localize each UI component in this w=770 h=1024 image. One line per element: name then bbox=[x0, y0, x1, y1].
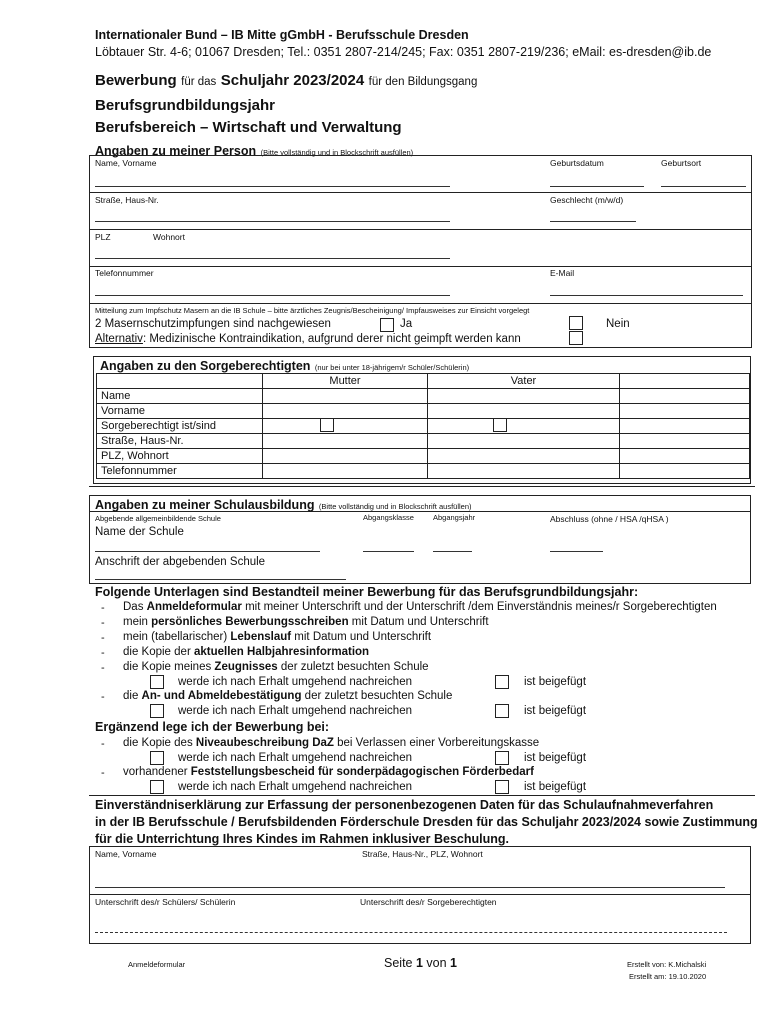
supplement-heading: Ergänzend lege ich der Bewerbung bei: bbox=[95, 720, 330, 734]
document-item: vorhandener Feststellungsbescheid für sonderpädagogischen Förderbedarf bbox=[123, 766, 534, 778]
measles-text: 2 Masernschutzimpfungen sind nachgewiesen bbox=[95, 318, 331, 330]
report-card-attached-checkbox[interactable] bbox=[495, 675, 509, 689]
row-label: Sorgeberechtigt ist/sind bbox=[97, 419, 263, 434]
plz-city-field[interactable] bbox=[95, 258, 450, 259]
contraindication-checkbox[interactable] bbox=[569, 331, 583, 345]
name-label: Name, Vorname bbox=[95, 158, 157, 168]
student-signature-label: Unterschrift des/r Schülers/ Schülerin bbox=[95, 897, 236, 907]
leaving-class-label: Abgangsklasse bbox=[363, 513, 414, 522]
school-label: Abgebende allgemeinbildende Schule bbox=[95, 514, 221, 523]
row-label: Name bbox=[97, 389, 263, 404]
measles-note: Mitteilung zum Impfschutz Masern an die IB Schule – bitte ärztliches Zeugnis/Bescheinigung/ Impfausweises zur Einsicht vorgelegt bbox=[95, 306, 530, 315]
measles-no-label: Nein bbox=[606, 318, 630, 330]
measles-yes-label: Ja bbox=[400, 318, 413, 330]
document-item: die Kopie meines Zeugnisses der zuletzt besuchten Schule bbox=[123, 661, 429, 673]
mother-city[interactable] bbox=[263, 449, 428, 464]
later-label: werde ich nach Erhalt umgehend nachreichen bbox=[178, 705, 412, 717]
city-label: Wohnort bbox=[153, 232, 185, 242]
attached-label: ist beigefügt bbox=[524, 705, 587, 717]
special-needs-later-checkbox[interactable] bbox=[150, 780, 164, 794]
col-mother: Mutter bbox=[263, 374, 428, 389]
mother-phone[interactable] bbox=[263, 464, 428, 479]
leaving-year-field[interactable] bbox=[433, 551, 472, 552]
consent-address-label: Straße, Haus-Nr., PLZ, Wohnort bbox=[362, 849, 483, 859]
guardian-signature-label: Unterschrift des/r Sorgeberechtigten bbox=[360, 897, 497, 907]
gender-label: Geschlecht (m/w/d) bbox=[550, 195, 624, 205]
consent-name-label: Name, Vorname bbox=[95, 849, 157, 859]
father-phone[interactable] bbox=[428, 464, 620, 479]
mother-name[interactable] bbox=[263, 389, 428, 404]
email-field[interactable] bbox=[550, 295, 743, 296]
phone-field[interactable] bbox=[95, 295, 450, 296]
measles-yes-checkbox[interactable] bbox=[380, 318, 394, 332]
consent-box bbox=[89, 846, 751, 944]
school-name-field[interactable] bbox=[95, 551, 320, 552]
degree-field[interactable] bbox=[550, 551, 603, 552]
later-label: werde ich nach Erhalt umgehend nachreichen bbox=[178, 676, 412, 688]
mother-street[interactable] bbox=[263, 434, 428, 449]
mother-firstname[interactable] bbox=[263, 404, 428, 419]
row-label: PLZ, Wohnort bbox=[97, 449, 263, 464]
row-label: Straße, Haus-Nr. bbox=[97, 434, 263, 449]
footer-created-by: Erstellt von: K.Michalski bbox=[627, 960, 707, 969]
footer-form-name: Anmeldeformular bbox=[128, 960, 186, 969]
birthdate-field[interactable] bbox=[550, 186, 644, 187]
guardians-table bbox=[96, 373, 750, 479]
page-number: Seite 1 von 1 bbox=[384, 956, 457, 970]
row-label: Vorname bbox=[97, 404, 263, 419]
street-field[interactable] bbox=[95, 221, 450, 222]
alternative-text: Alternativ: Medizinische Kontraindikation, aufgrund derer nicht geimpft werden kann bbox=[95, 333, 521, 345]
father-custody-checkbox[interactable] bbox=[493, 418, 507, 432]
document-item: mein persönliches Bewerbungsschreiben mit Datum und Unterschrift bbox=[123, 616, 489, 628]
school-name-label: Name der Schule bbox=[95, 526, 184, 538]
signature-field[interactable] bbox=[95, 932, 727, 933]
consent-line-2: in der IB Berufsschule / Berufsbildenden Förderschule Dresden für das Schuljahr 2023/2024 sowie Zustimmung bbox=[95, 815, 758, 829]
birthplace-field[interactable] bbox=[661, 186, 746, 187]
birthplace-label: Geburtsort bbox=[661, 158, 702, 168]
daz-later-checkbox[interactable] bbox=[150, 751, 164, 765]
document-item: die Kopie des Niveaubeschreibung DaZ bei Verlassen einer Vorbereitungskasse bbox=[123, 737, 540, 749]
document-item: Das Anmeldeformular mit meiner Unterschrift und der Unterschrift /dem Einverständnis meines/r Sorgeberechtigten bbox=[123, 601, 717, 613]
name-field[interactable] bbox=[95, 186, 450, 187]
degree-label: Abschluss (ohne / HSA /qHSA ) bbox=[550, 514, 669, 524]
document-item: die An- und Abmeldebestätigung der zuletzt besuchten Schule bbox=[123, 690, 453, 702]
father-city[interactable] bbox=[428, 449, 620, 464]
special-needs-attached-checkbox[interactable] bbox=[495, 780, 509, 794]
row-label: Telefonnummer bbox=[97, 464, 263, 479]
father-street[interactable] bbox=[428, 434, 620, 449]
plz-label: PLZ bbox=[95, 232, 111, 242]
footer-created-on: Erstellt am: 19.10.2020 bbox=[629, 972, 707, 981]
later-label: werde ich nach Erhalt umgehend nachreichen bbox=[178, 781, 412, 793]
org-address: Löbtauer Str. 4-6; 01067 Dresden; Tel.: 0351 2807-214/245; Fax: 0351 2807-219/236; eMail: es-dresden@ib.de bbox=[95, 45, 712, 59]
document-item: mein (tabellarischer) Lebenslauf mit Datum und Unterschrift bbox=[123, 631, 432, 643]
person-heading: Angaben zu meiner Person (Bitte vollständig und in Blockschrift ausfüllen) bbox=[95, 144, 414, 158]
street-label: Straße, Haus-Nr. bbox=[95, 195, 159, 205]
school-address-field[interactable] bbox=[95, 579, 346, 580]
leaving-class-field[interactable] bbox=[363, 551, 414, 552]
birthdate-label: Geburtsdatum bbox=[550, 158, 604, 168]
org-name: Internationaler Bund – IB Mitte gGmbH - Berufsschule Dresden bbox=[95, 28, 469, 42]
form-title: Bewerbung für das Schuljahr 2023/2024 für den Bildungsgang bbox=[95, 72, 478, 89]
document-item: die Kopie der aktuellen Halbjahresinformation bbox=[123, 646, 370, 658]
consent-name-address-field[interactable] bbox=[95, 887, 725, 888]
consent-line-3: für die Unterrichtung Ihres Kindes im Rahmen inklusiver Beschulung. bbox=[95, 832, 509, 846]
documents-heading: Folgende Unterlagen sind Bestandteil meiner Bewerbung für das Berufsgrundbildungsjahr: bbox=[95, 585, 639, 599]
attached-label: ist beigefügt bbox=[524, 752, 587, 764]
father-name[interactable] bbox=[428, 389, 620, 404]
guardians-heading: Angaben zu den Sorgeberechtigten (nur bei unter 18-jährigem/r Schüler/Schülerin) bbox=[100, 359, 470, 373]
registration-later-checkbox[interactable] bbox=[150, 704, 164, 718]
schooling-heading: Angaben zu meiner Schulausbildung (Bitte vollständig und in Blockschrift ausfüllen) bbox=[95, 498, 472, 512]
daz-attached-checkbox[interactable] bbox=[495, 751, 509, 765]
measles-no-checkbox[interactable] bbox=[569, 316, 583, 330]
father-firstname[interactable] bbox=[428, 404, 620, 419]
registration-attached-checkbox[interactable] bbox=[495, 704, 509, 718]
email-label: E-Mail bbox=[550, 268, 575, 278]
attached-label: ist beigefügt bbox=[524, 676, 587, 688]
program-area: Berufsbereich – Wirtschaft und Verwaltung bbox=[95, 119, 402, 136]
attached-label: ist beigefügt bbox=[524, 781, 587, 793]
mother-custody-checkbox[interactable] bbox=[320, 418, 334, 432]
later-label: werde ich nach Erhalt umgehend nachreichen bbox=[178, 752, 412, 764]
leaving-year-label: Abgangsjahr bbox=[433, 513, 476, 522]
school-address-label: Anschrift der abgebenden Schule bbox=[95, 556, 266, 568]
col-father: Vater bbox=[428, 374, 620, 389]
gender-field[interactable] bbox=[550, 221, 636, 222]
consent-line-1: Einverständniserklärung zur Erfassung der personenbezogenen Daten für das Schulaufnahmeverfahren bbox=[95, 798, 714, 812]
program-title: Berufsgrundbildungsjahr bbox=[95, 97, 275, 114]
report-card-later-checkbox[interactable] bbox=[150, 675, 164, 689]
phone-label: Telefonnummer bbox=[95, 268, 154, 278]
